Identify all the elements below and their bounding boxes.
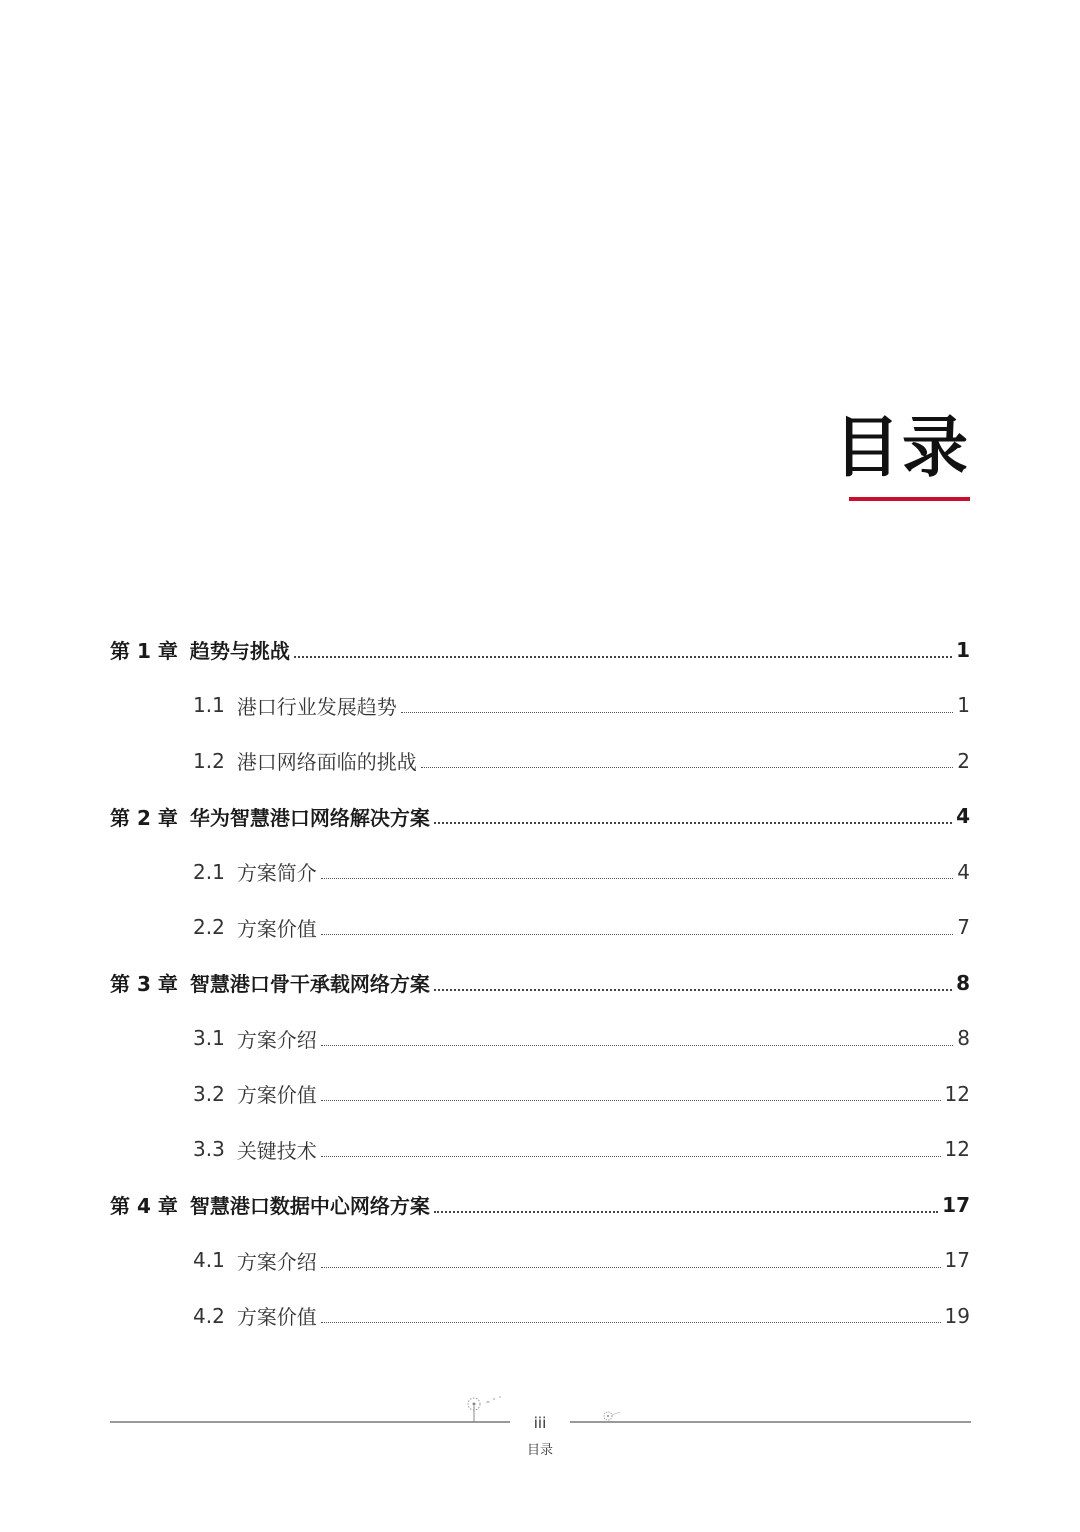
- page-number: 4: [957, 859, 970, 884]
- dot-leader: [321, 878, 953, 879]
- toc-section-1-2[interactable]: [110, 733, 970, 789]
- toc-chapter-4[interactable]: [110, 1177, 970, 1233]
- page-number: 7: [957, 915, 970, 940]
- toc-chapter-3[interactable]: [110, 955, 970, 1011]
- dot-leader: [401, 712, 953, 713]
- page-number: 8: [957, 1026, 970, 1051]
- chapter-number: 第 1 章: [110, 639, 178, 664]
- page-number: 4: [956, 804, 970, 829]
- chapter-number: 第 2 章: [110, 805, 178, 830]
- table-of-contents: [110, 622, 970, 1344]
- toc-chapter-2[interactable]: [110, 789, 970, 845]
- page-number: 17: [944, 1248, 970, 1273]
- section-number: 3.1: [193, 1026, 225, 1051]
- section-title: 方案价值: [236, 1083, 317, 1108]
- section-title: 方案介绍: [236, 1249, 317, 1274]
- section-number: 2.1: [193, 859, 225, 884]
- dot-leader: [421, 767, 953, 768]
- dot-leader: [321, 1045, 953, 1046]
- toc-section-2-1[interactable]: [110, 844, 970, 900]
- dot-leader: [434, 989, 952, 991]
- section-title: 方案介绍: [236, 1027, 317, 1052]
- chapter-number: 第 4 章: [110, 1194, 178, 1219]
- dot-leader: [321, 1156, 941, 1157]
- chapter-title: 趋势与挑战: [189, 639, 290, 664]
- page-number: 12: [944, 1081, 970, 1106]
- footer-page-number: iii: [533, 1414, 547, 1432]
- page-number: 1: [956, 637, 970, 662]
- toc-section-4-1[interactable]: [110, 1233, 970, 1289]
- title-underline: [849, 497, 970, 501]
- page-number: 12: [944, 1137, 970, 1162]
- section-title: 关键技术: [236, 1138, 317, 1163]
- section-title: 方案价值: [236, 1305, 317, 1330]
- page-number: 8: [956, 970, 970, 995]
- toc-section-2-2[interactable]: [110, 900, 970, 956]
- dot-leader: [321, 1322, 941, 1323]
- toc-section-4-2[interactable]: [110, 1288, 970, 1344]
- footer-label: 目录: [526, 1443, 553, 1458]
- section-number: 3.2: [193, 1081, 225, 1106]
- section-number: 4.1: [193, 1248, 225, 1273]
- section-number: 1.2: [193, 748, 225, 773]
- section-title: 方案价值: [236, 916, 317, 941]
- section-number: 1.1: [193, 693, 225, 718]
- toc-section-3-2[interactable]: [110, 1066, 970, 1122]
- dot-leader: [321, 1100, 941, 1101]
- page-number: 2: [957, 748, 970, 773]
- chapter-number: 第 3 章: [110, 972, 178, 997]
- dot-leader: [294, 656, 952, 658]
- dot-leader: [434, 822, 952, 824]
- dot-leader: [434, 1211, 938, 1213]
- dot-leader: [321, 934, 953, 935]
- page-number: 19: [944, 1303, 970, 1328]
- section-number: 2.2: [193, 915, 225, 940]
- toc-section-1-1[interactable]: [110, 678, 970, 734]
- toc-chapter-1[interactable]: [110, 622, 970, 678]
- page-title: 目录: [834, 409, 970, 486]
- section-title: 方案简介: [236, 861, 317, 886]
- section-number: 3.3: [193, 1137, 225, 1162]
- chapter-title: 华为智慧港口网络解决方案: [189, 805, 430, 830]
- chapter-title: 智慧港口骨干承载网络方案: [189, 972, 430, 997]
- section-title: 港口网络面临的挑战: [236, 750, 417, 775]
- dot-leader: [321, 1267, 941, 1268]
- chapter-title: 智慧港口数据中心网络方案: [189, 1194, 430, 1219]
- section-title: 港口行业发展趋势: [236, 694, 397, 719]
- section-number: 4.2: [193, 1303, 225, 1328]
- page-number: 17: [942, 1192, 970, 1217]
- page-number: 1: [957, 693, 970, 718]
- toc-section-3-1[interactable]: [110, 1011, 970, 1067]
- toc-section-3-3[interactable]: [110, 1122, 970, 1178]
